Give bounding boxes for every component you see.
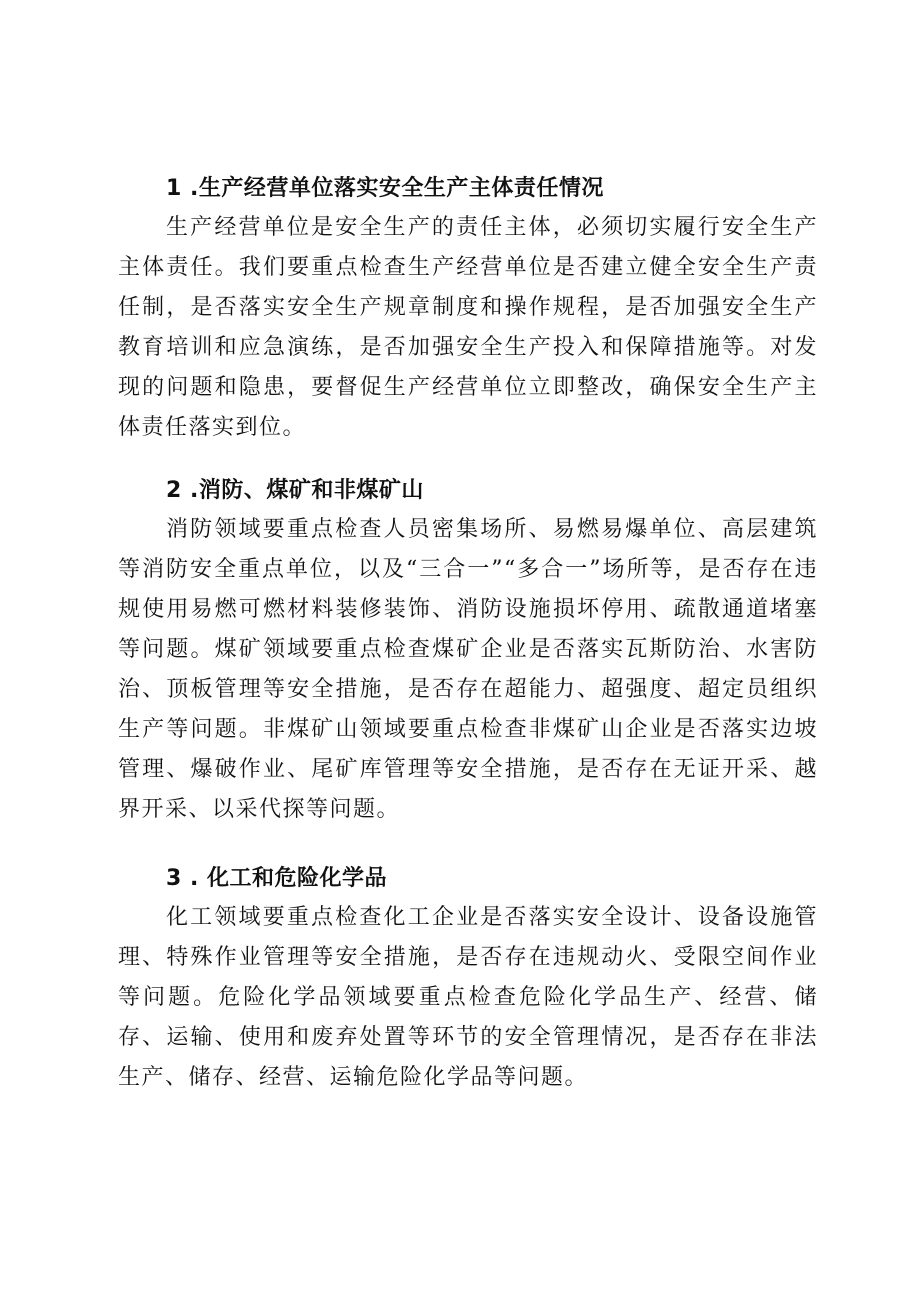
section-3 — [118, 862, 818, 1098]
section-1 — [118, 172, 818, 448]
section-2 — [118, 474, 818, 830]
section-heading: 1 .生产经营单位落实安全生产主体责任情况 — [166, 176, 604, 201]
section-paragraph: 消防领域要重点检查人员密集场所、易燃易爆单位、高层建筑等消防安全重点单位，以及“三合一”“多合一”场所等，是否存在违规使用易燃可燃材料装修装饰、消防设施损坏停用、疏散通道堵塞等问题。煤矿领域要重点检查煤矿企业是否落实瓦斯防治、水害防治、顶板管理等安全措施，是否存在超能力、超强度、超定员组织生产等问题。非煤矿山领域要重点检查非煤矿山企业是否落实边坡管理、爆破作业、尾矿库管理等安全措施，是否存在无证开采、越界开采、以采代探等问题。 — [118, 517, 818, 822]
section-heading: 3 . 化工和危险化学品 — [166, 866, 387, 891]
section-paragraph: 生产经营单位是安全生产的责任主体，必须切实履行安全生产主体责任。我们要重点检查生产经营单位是否建立健全安全生产责任制，是否落实安全生产规章制度和操作规程，是否加强安全生产教育培训和应急演练，是否加强安全生产投入和保障措施等。对发现的问题和隐患，要督促生产经营单位立即整改，确保安全生产主体责任落实到位。 — [118, 215, 818, 440]
section-paragraph: 化工领域要重点检查化工企业是否落实安全设计、设备设施管理、特殊作业管理等安全措施，是否存在违规动火、受限空间作业等问题。危险化学品领域要重点检查危险化学品生产、经营、储存、运输、使用和废弃处置等环节的安全管理情况，是否存在非法生产、储存、经营、运输危险化学品等问题。 — [118, 905, 818, 1090]
section-heading: 2 .消防、煤矿和非煤矿山 — [166, 478, 424, 503]
